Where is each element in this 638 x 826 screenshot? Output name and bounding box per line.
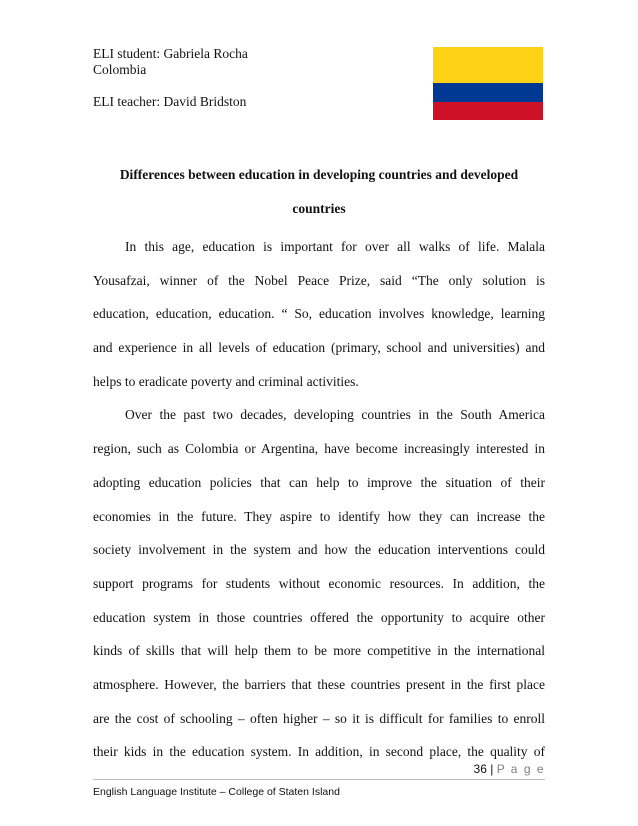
page-separator: |	[490, 762, 494, 776]
flag-stripe-blue	[433, 83, 543, 102]
header-info	[93, 46, 248, 110]
flag-stripe-red	[433, 102, 543, 121]
student-name: ELI student: Gabriela Rocha	[93, 46, 248, 61]
teacher-name: ELI teacher: David Bridston	[93, 94, 247, 109]
body-line: education, education, education. “ So, education involves knowledge, learning	[93, 306, 545, 322]
body-line: and experience in all levels of education (primary, school and universities) and	[93, 340, 545, 356]
body-line: society involvement in the system and how the education interventions could	[93, 542, 545, 558]
body-line: support programs for students without economic resources. In addition, the	[93, 575, 545, 591]
body-line: Over the past two decades, developing countries in the South America	[125, 407, 545, 423]
body-line: adopting education policies that can help to improve the situation of their	[93, 474, 545, 490]
page-number: 36	[473, 762, 487, 776]
document-title-line-1: Differences between education in developing countries and developed	[119, 167, 519, 182]
essay-body	[93, 237, 545, 776]
page-number-footer	[474, 762, 545, 776]
flag-stripe-yellow	[433, 47, 543, 83]
body-line: region, such as Colombia or Argentina, have become increasingly interested in	[93, 441, 545, 457]
colombia-flag-icon	[433, 47, 543, 120]
body-line: kinds of skills that will help them to be more competitive in the international	[93, 643, 545, 659]
body-line: atmosphere. However, the barriers that these countries present in the first place	[93, 676, 545, 692]
student-country: Colombia	[93, 62, 147, 77]
footer-divider	[93, 779, 545, 780]
body-line: their kids in the education system. In addition, in second place, the quality of	[93, 744, 545, 760]
page-label: P a g e	[496, 762, 545, 776]
body-line: economies in the future. They aspire to identify how they can increase the	[93, 508, 545, 524]
document-title-line-2: countries	[292, 201, 346, 216]
body-line: helps to eradicate poverty and criminal activities.	[93, 373, 359, 389]
body-line: education system in those countries offered the opportunity to acquire other	[93, 609, 545, 625]
header-gap	[93, 78, 248, 94]
body-line: In this age, education is important for over all walks of life. Malala	[125, 239, 545, 254]
body-line: Yousafzai, winner of the Nobel Peace Prize, said “The only solution is	[93, 272, 545, 288]
footer-institution: English Language Institute – College of Staten Island	[93, 786, 340, 798]
body-line: are the cost of schooling – often higher – so it is difficult for families to enroll	[93, 710, 545, 726]
